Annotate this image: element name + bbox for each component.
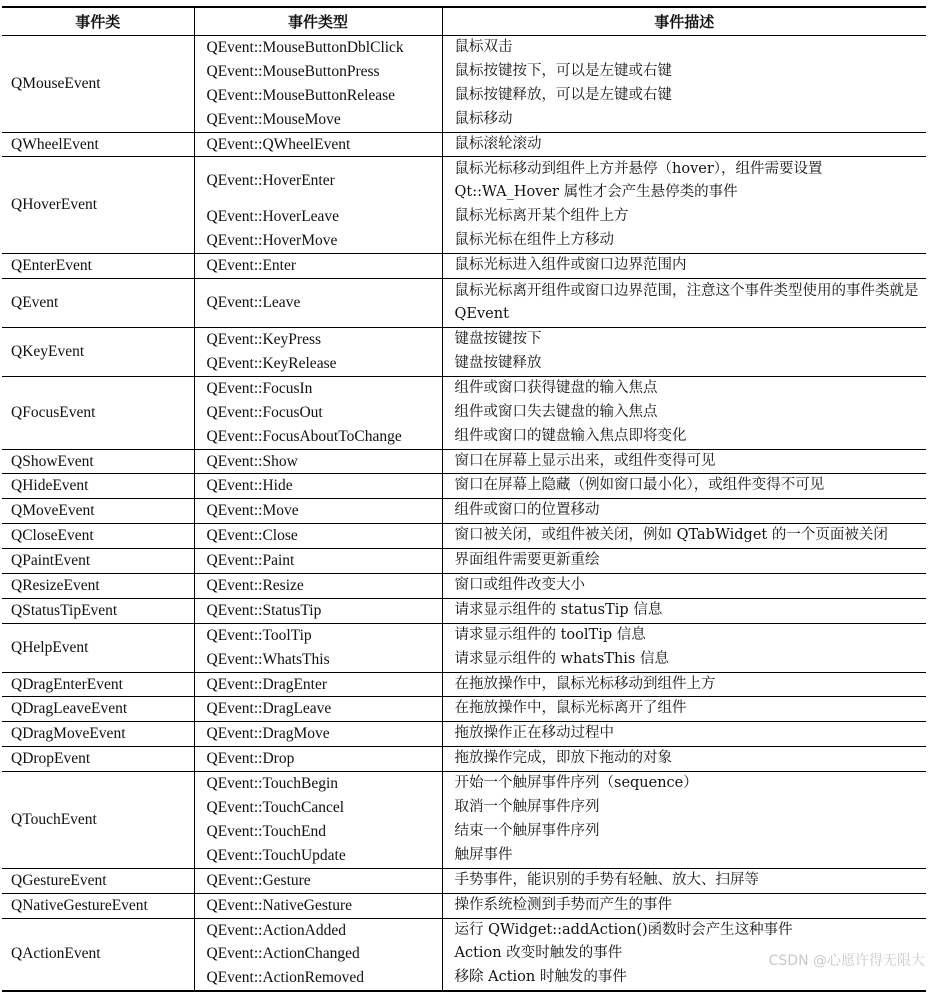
event-class-cell: QMouseEvent (2, 36, 194, 133)
event-type: QEvent::TouchCancel (206, 799, 345, 817)
event-class-cell: QHoverEvent (2, 157, 194, 254)
event-description-cell (442, 157, 926, 254)
event-description-cell (442, 499, 926, 524)
event-class-cell: QWheelEvent (2, 132, 194, 157)
event-type-cell (194, 893, 442, 918)
event-class-cell: QHideEvent (2, 474, 194, 499)
event-description: 操作系统检测到手势而产生的事件 (454, 896, 672, 913)
event-description: 鼠标滚轮滚动 (454, 135, 542, 152)
event-type: QEvent::Hide (206, 477, 293, 495)
event-description: Action 改变时触发的事件 (454, 945, 623, 962)
event-type: QEvent::KeyRelease (206, 355, 337, 373)
table-row (2, 474, 926, 499)
table-row (2, 36, 926, 133)
event-type: QEvent::ActionRemoved (206, 969, 365, 987)
event-description: 键盘按键按下 (454, 331, 542, 348)
event-description: 拖放操作完成，即放下拖动的对象 (454, 750, 672, 767)
event-class-cell: QCloseEvent (2, 524, 194, 549)
event-description: 键盘按键释放 (454, 355, 542, 372)
table-row (2, 747, 926, 772)
event-type: QEvent::ActionAdded (206, 921, 346, 939)
event-description-cell (442, 449, 926, 474)
event-type: QEvent::Resize (206, 577, 304, 595)
event-class-cell: QDragMoveEvent (2, 722, 194, 747)
event-description: 鼠标双击 (454, 39, 513, 55)
event-class-cell: QKeyEvent (2, 328, 194, 377)
event-description: 窗口或组件改变大小 (454, 577, 585, 594)
event-class-cell: QFocusEvent (2, 376, 194, 449)
event-type: QEvent::Close (206, 527, 298, 545)
event-class-cell: QTouchEvent (2, 772, 194, 869)
event-type-cell (194, 697, 442, 722)
event-type: QEvent::ToolTip (206, 626, 312, 644)
event-class-cell: QDropEvent (2, 747, 194, 772)
event-description-cell (442, 549, 926, 574)
event-description: 运行 QWidget::addAction()函数时会产生这种事件 (454, 921, 793, 938)
event-type-cell (194, 279, 442, 328)
event-description-cell (442, 474, 926, 499)
event-type: QEvent::FocusOut (206, 403, 323, 421)
event-class-cell: QMoveEvent (2, 499, 194, 524)
event-description-cell (442, 328, 926, 377)
event-description-cell (442, 868, 926, 893)
event-type-cell (194, 36, 442, 133)
event-description: 界面组件需要更新重绘 (454, 552, 600, 569)
table-row (2, 328, 926, 377)
event-type-cell (194, 868, 442, 893)
event-description-cell (442, 697, 926, 722)
event-description-cell (442, 376, 926, 449)
table-row (2, 623, 926, 672)
event-type-cell (194, 772, 442, 869)
event-type-cell (194, 722, 442, 747)
event-type: QEvent::MouseMove (206, 110, 341, 128)
event-type: QEvent::FocusAboutToChange (206, 427, 402, 445)
event-type: QEvent::HoverEnter (206, 172, 335, 190)
event-type: QEvent::Move (206, 502, 299, 520)
event-type: QEvent::TouchUpdate (206, 846, 346, 864)
event-type: QEvent::HoverMove (206, 232, 338, 250)
table-row (2, 524, 926, 549)
event-type-cell (194, 574, 442, 599)
table-row (2, 279, 926, 328)
event-description: 鼠标光标离开某个组件上方 (454, 208, 629, 225)
event-type: QEvent::TouchEnd (206, 822, 326, 840)
event-description: 在拖放操作中，鼠标光标离开了组件 (454, 700, 687, 717)
event-description-cell (442, 672, 926, 697)
event-description-cell (442, 132, 926, 157)
event-type-cell (194, 672, 442, 697)
event-type: QEvent::Drop (206, 750, 295, 768)
event-description-cell (442, 722, 926, 747)
event-type: QEvent::KeyPress (206, 331, 322, 349)
event-description: 窗口在屏幕上显示出来，或组件变得可见 (454, 452, 716, 469)
event-class-cell: QEvent (2, 279, 194, 328)
event-type-cell (194, 598, 442, 623)
table-row (2, 772, 926, 869)
event-description: 鼠标光标在组件上方移动 (454, 232, 614, 249)
table-row (2, 574, 926, 599)
event-type-cell (194, 328, 442, 377)
table-row (2, 697, 926, 722)
event-type: QEvent::WhatsThis (206, 650, 330, 668)
event-type-cell (194, 157, 442, 254)
event-description: 鼠标光标离开组件或窗口边界范围，注意这个事件类型使用的事件类就是 QEvent (454, 283, 919, 323)
event-description-cell (442, 598, 926, 623)
table-row (2, 868, 926, 893)
table-row (2, 132, 926, 157)
event-type-cell (194, 376, 442, 449)
event-type: QEvent::Enter (206, 257, 297, 275)
table-row (2, 376, 926, 449)
event-class-cell: QGestureEvent (2, 868, 194, 893)
event-description: 手势事件，能识别的手势有轻触、放大、扫屏等 (454, 871, 759, 888)
event-description: 组件或窗口获得键盘的输入焦点 (454, 379, 658, 396)
event-type-cell (194, 549, 442, 574)
event-class-cell: QHelpEvent (2, 623, 194, 672)
watermark: CSDN @心愿许得无限大 (768, 953, 925, 969)
event-class-cell: QResizeEvent (2, 574, 194, 599)
event-description: 窗口在屏幕上隐藏（例如窗口最小化），或组件变得不可见 (454, 477, 825, 494)
table-row (2, 449, 926, 474)
event-description-cell (442, 747, 926, 772)
event-description: 组件或窗口失去键盘的输入焦点 (454, 403, 658, 420)
event-class-cell: QActionEvent (2, 918, 194, 991)
header-event-description: 事件描述 (442, 7, 926, 36)
event-description: 组件或窗口的键盘输入焦点即将变化 (454, 427, 687, 444)
event-class-cell: QEnterEvent (2, 254, 194, 279)
event-class-cell: QPaintEvent (2, 549, 194, 574)
event-table (2, 6, 926, 992)
event-description: 开始一个触屏事件序列（sequence） (454, 775, 698, 792)
event-type: QEvent::FocusIn (206, 379, 313, 397)
event-type-cell (194, 499, 442, 524)
event-class-cell: QStatusTipEvent (2, 598, 194, 623)
event-class-cell: QDragLeaveEvent (2, 697, 194, 722)
table-row (2, 893, 926, 918)
event-type-cell (194, 132, 442, 157)
event-type: QEvent::DragEnter (206, 675, 328, 693)
event-type-cell (194, 918, 442, 991)
event-type-cell (194, 254, 442, 279)
event-description: 窗口被关闭，或组件被关闭，例如 QTabWidget 的一个页面被关闭 (454, 527, 888, 544)
event-type: QEvent::DragLeave (206, 700, 332, 718)
event-type: QEvent::Paint (206, 552, 295, 570)
event-class-cell: QShowEvent (2, 449, 194, 474)
event-type: QEvent::ActionChanged (206, 945, 360, 963)
event-description: 鼠标按键释放，可以是左键或右键 (454, 86, 672, 103)
event-type: QEvent::Leave (206, 294, 301, 312)
event-description-cell (442, 36, 926, 133)
event-type: QEvent::MouseButtonRelease (206, 86, 396, 104)
event-description: 鼠标光标进入组件或窗口边界范围内 (454, 257, 687, 274)
event-type: QEvent::MouseButtonDblClick (206, 39, 404, 56)
event-description: 移除 Action 时触发的事件 (454, 969, 627, 986)
event-description: 鼠标移动 (454, 110, 513, 127)
event-description-cell (442, 893, 926, 918)
table-row (2, 499, 926, 524)
event-description-cell (442, 772, 926, 869)
event-type-cell (194, 474, 442, 499)
event-description-cell (442, 574, 926, 599)
event-description: 结束一个触屏事件序列 (454, 822, 600, 839)
event-type: QEvent::Show (206, 452, 298, 470)
event-description: 请求显示组件的 whatsThis 信息 (454, 650, 669, 667)
event-description-cell (442, 254, 926, 279)
event-type: QEvent::QWheelEvent (206, 135, 351, 153)
event-class-cell: QNativeGestureEvent (2, 893, 194, 918)
event-description: 取消一个触屏事件序列 (454, 799, 600, 816)
event-description: 拖放操作正在移动过程中 (454, 725, 614, 742)
event-table-body (2, 36, 926, 992)
event-description: 鼠标光标移动到组件上方并悬停（hover），组件需要设置 Qt::WA_Hover 属性才会产生悬停类的事件 (454, 161, 823, 201)
event-type: QEvent::StatusTip (206, 601, 322, 619)
header-event-class: 事件类 (2, 7, 194, 36)
event-type-cell (194, 747, 442, 772)
table-row (2, 722, 926, 747)
event-type: QEvent::HoverLeave (206, 208, 340, 226)
event-type: QEvent::DragMove (206, 725, 330, 743)
header-row (2, 7, 926, 36)
event-type: QEvent::Gesture (206, 871, 311, 889)
table-row (2, 254, 926, 279)
event-description-cell (442, 623, 926, 672)
event-description: 组件或窗口的位置移动 (454, 502, 600, 519)
event-description: 请求显示组件的 statusTip 信息 (454, 601, 663, 618)
event-description: 请求显示组件的 toolTip 信息 (454, 626, 646, 643)
header-event-type: 事件类型 (194, 7, 442, 36)
event-type: QEvent::MouseButtonPress (206, 62, 380, 80)
event-class-cell: QDragEnterEvent (2, 672, 194, 697)
table-row (2, 672, 926, 697)
event-type: QEvent::NativeGesture (206, 896, 352, 914)
event-description: 在拖放操作中，鼠标光标移动到组件上方 (454, 675, 716, 692)
event-type-cell (194, 623, 442, 672)
table-row (2, 549, 926, 574)
event-type: QEvent::TouchBegin (206, 775, 339, 793)
event-description: 鼠标按键按下，可以是左键或右键 (454, 62, 672, 79)
event-type-cell (194, 449, 442, 474)
event-type-cell (194, 524, 442, 549)
table-row (2, 157, 926, 254)
table-row (2, 598, 926, 623)
event-description-cell (442, 524, 926, 549)
event-description: 触屏事件 (454, 846, 513, 863)
event-description-cell (442, 279, 926, 328)
